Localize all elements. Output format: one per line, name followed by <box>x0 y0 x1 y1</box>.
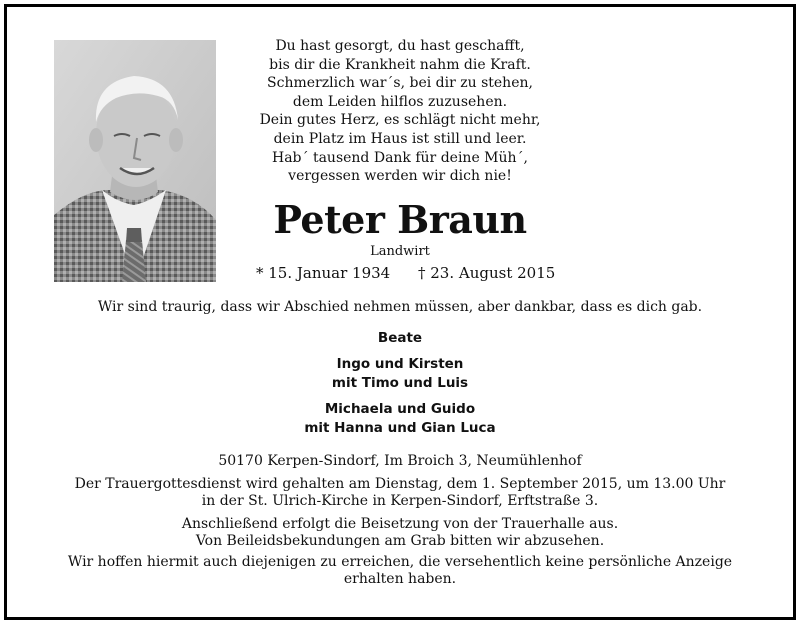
poem-line: dem Leiden hilflos zuzusehen. <box>292 93 508 110</box>
service-line: in der St. Ulrich-Kirche in Kerpen-Sindorf, Erftstraße 3. <box>201 493 599 509</box>
burial-line: Von Beileidsbekundungen am Grab bitten wir abzusehen. <box>195 533 605 549</box>
poem-line: Hab´ tausend Dank für deine Müh´, <box>271 149 528 166</box>
family-address: 50170 Kerpen-Sindorf, Im Broich 3, Neumühlenhof <box>218 453 582 469</box>
burial-info <box>40 516 760 550</box>
family-line: Ingo und Kirsten <box>336 356 464 372</box>
family-line: Beate <box>377 330 423 346</box>
family-group-spouse <box>200 329 600 348</box>
family-line: Michaela und Guido <box>324 401 476 417</box>
family-line: mit Hanna und Gian Luca <box>304 420 496 436</box>
deceased-name: Peter Braun <box>273 197 527 242</box>
family-line: mit Timo und Luis <box>331 375 469 391</box>
notice-line: erhalten haben. <box>343 571 457 587</box>
poem-line: vergessen werden wir dich nie! <box>288 168 512 185</box>
closing-notice <box>40 554 760 588</box>
poem-line: dein Platz im Haus ist still und leer. <box>273 130 527 147</box>
deceased-profession: Landwirt <box>370 244 430 259</box>
death-date: † 23. August 2015 <box>418 264 556 282</box>
mourning-statement: Wir sind traurig, dass wir Abschied nehmen müssen, aber dankbar, dass es dich gab. <box>97 299 703 315</box>
family-group-son <box>200 355 600 393</box>
service-line: Der Trauergottesdienst wird gehalten am Dienstag, dem 1. September 2015, um 13.00 Uhr <box>74 476 726 492</box>
memorial-poem <box>240 37 560 186</box>
notice-line: Wir hoffen hiermit auch diejenigen zu erreichen, die versehentlich keine persönliche Anzeige <box>67 554 733 570</box>
family-group-daughter <box>200 400 600 438</box>
burial-line: Anschließend erfolgt die Beisetzung von der Trauerhalle aus. <box>181 516 619 532</box>
poem-line: Du hast gesorgt, du hast geschafft, <box>275 38 525 54</box>
birth-date: * 15. Januar 1934 <box>256 264 391 282</box>
portrait-photo <box>54 40 216 282</box>
funeral-service-info <box>40 476 760 510</box>
poem-line: bis dir die Krankheit nahm die Kraft. <box>269 56 531 73</box>
poem-line: Dein gutes Herz, es schlägt nicht mehr, <box>259 112 541 129</box>
poem-line: Schmerzlich war´s, bei dir zu stehen, <box>267 75 533 92</box>
